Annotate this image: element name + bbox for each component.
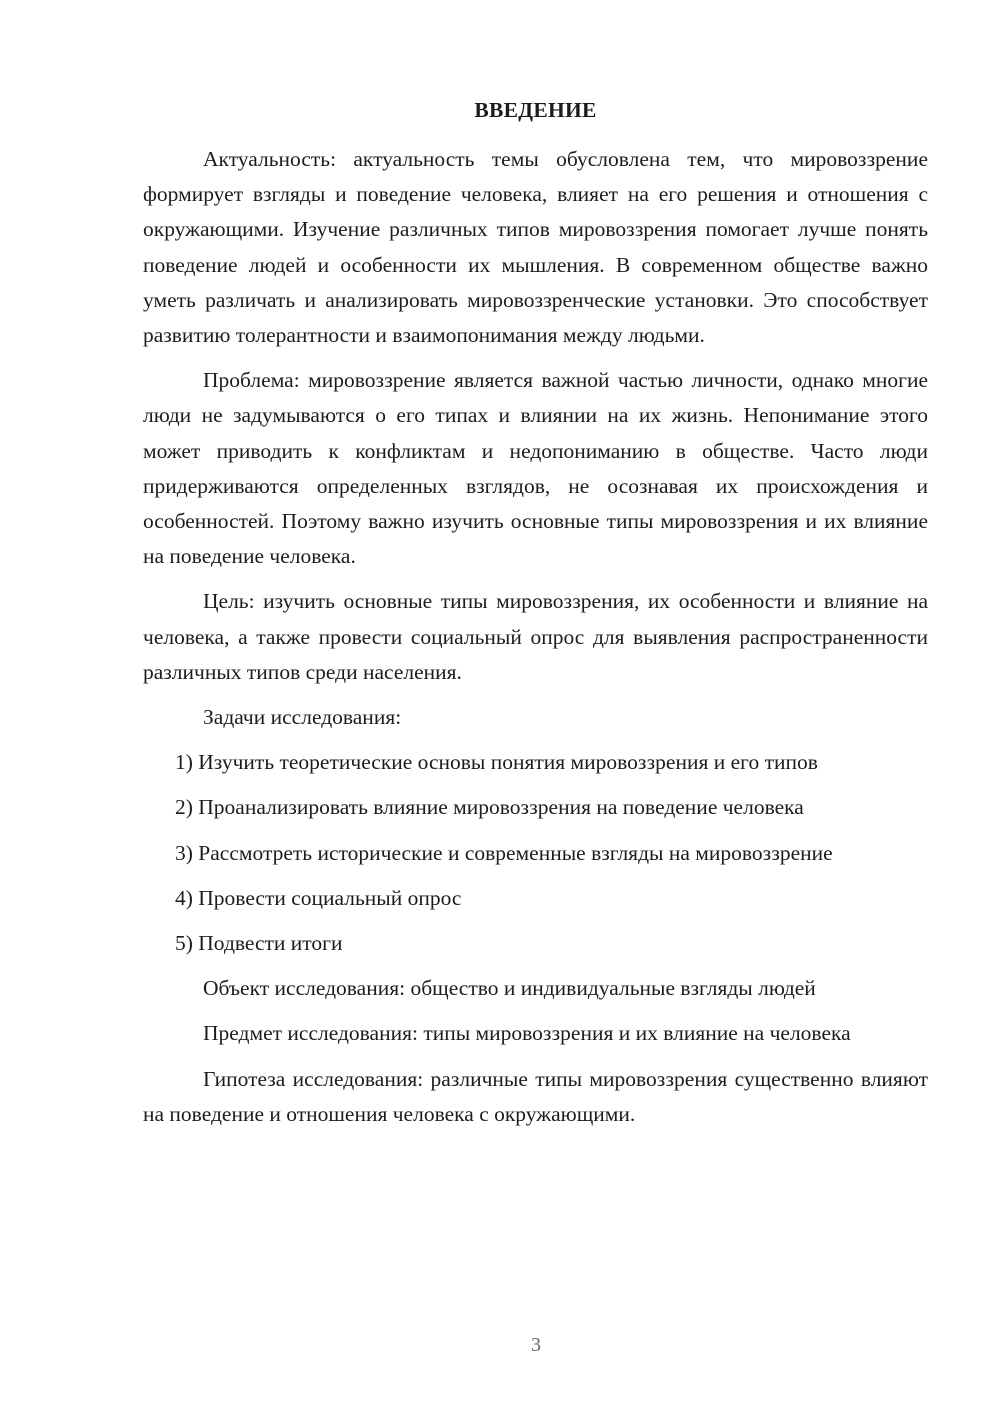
- page-content: [143, 94, 928, 1142]
- task-item-2: 2) Проанализировать влияние мировоззрения на поведение человека: [175, 795, 804, 820]
- task-item-4: 4) Провести социальный опрос: [175, 885, 462, 910]
- paragraph-relevance: Актуальность: актуальность темы обусловлена тем, что мировоззрение формирует взгляды и поведение человека, влияет на его решения и отношения с окружающими. Изучение различных типов мировоззрения помогает лучше понять поведение людей и особенности их мышления. В современном обществе важно уметь различать и анализировать мировоззренческие установки. Это способствует развитию толерантности и взаимопонимания между людьми.: [143, 147, 928, 348]
- page-number: 3: [531, 1334, 541, 1356]
- section-title: ВВЕДЕНИЕ: [474, 98, 597, 122]
- task-item-5: 5) Подвести итоги: [175, 931, 343, 956]
- task-item-1: 1) Изучить теоретические основы понятия мировоззрения и его типов: [175, 750, 818, 775]
- paragraph-hypothesis: Гипотеза исследования: различные типы мировоззрения существенно влияют на поведение и отношения человека с окружающими.: [143, 1066, 928, 1126]
- paragraph-subject: Предмет исследования: типы мировоззрения и их влияние на человека: [203, 1021, 851, 1046]
- paragraph-problem: Проблема: мировоззрение является важной частью личности, однако многие люди не задумываются о его типах и влиянии на их жизнь. Непонимание этого может приводить к конфликтам и недопониманию в обществе. Часто люди придерживаются определенных взглядов, не осознавая их происхождения и особенностей. Поэтому важно изучить основные типы мировоззрения и их влияние на поведение человека.: [143, 368, 928, 569]
- paragraph-goal: Цель: изучить основные типы мировоззрения, их особенности и влияние на человека, а также провести социальный опрос для выявления распространенности различных типов среди населения.: [143, 589, 928, 684]
- task-item-3: 3) Рассмотреть исторические и современные взгляды на мировоззрение: [175, 840, 833, 865]
- tasks-heading: Задачи исследования:: [203, 705, 402, 730]
- paragraph-object: Объект исследования: общество и индивидуальные взгляды людей: [203, 976, 816, 1001]
